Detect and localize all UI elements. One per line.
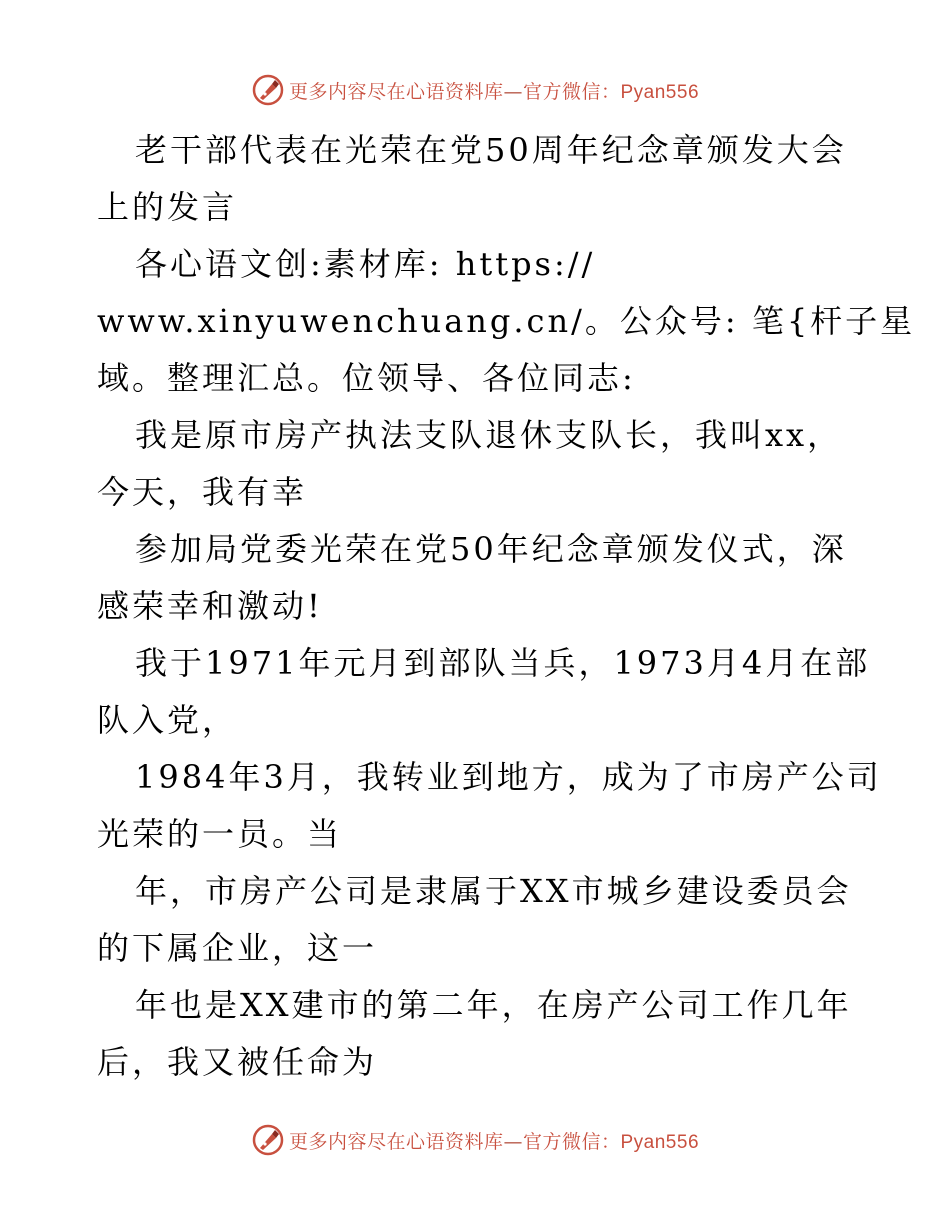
text-line: 域。整理汇总。位领导、各位同志: <box>97 359 636 397</box>
header-banner-text <box>289 77 699 104</box>
banner-separator: — <box>503 1130 523 1153</box>
banner-promo-text: 更多内容尽在心语资料库 <box>288 1130 504 1153</box>
paragraph <box>97 236 916 407</box>
document-title <box>97 122 857 236</box>
footer-banner-text <box>289 1127 699 1154</box>
paragraph <box>97 749 882 863</box>
banner-wechat-label: 官方微信： <box>522 1130 621 1153</box>
paragraph <box>97 863 857 977</box>
paragraph <box>97 635 871 749</box>
header-banner <box>0 70 950 110</box>
banner-wechat-id: Pyan556 <box>620 1131 700 1153</box>
paragraph <box>97 977 857 1091</box>
text-line: 1984年3月，我转业到地方，成为了市房产公司 <box>135 758 882 796</box>
text-line: 队入党， <box>97 701 238 739</box>
text-line: 光荣的一员。当 <box>97 815 343 853</box>
pen-nib-logo-icon <box>251 1123 285 1157</box>
paragraph <box>97 521 857 635</box>
text-line: 各心语文创:素材库: https:// <box>135 245 596 283</box>
text-line: 年也是XX建市的第二年，在房产公司工作几年 <box>135 986 852 1024</box>
pen-nib-logo-icon <box>251 73 285 107</box>
text-line: 今天，我有幸 <box>97 473 308 511</box>
text-line: 后，我又被任命为 <box>97 1043 378 1081</box>
document-body <box>97 122 916 1091</box>
text-line: 的下属企业，这一 <box>97 929 378 967</box>
footer-banner <box>0 1120 950 1160</box>
text-line: 年，市房产公司是隶属于XX市城乡建设委员会 <box>135 872 852 910</box>
paragraph <box>97 407 857 521</box>
text-line: 参加局党委光荣在党50年纪念章颁发仪式，深 <box>135 530 847 568</box>
text-line: www.xinyuwenchuang.cn/。公众号: 笔{杆子星 <box>97 302 916 340</box>
text-line: 感荣幸和激动! <box>97 587 323 625</box>
banner-wechat-label: 官方微信： <box>522 80 621 103</box>
text-line: 老干部代表在光荣在党50周年纪念章颁发大会 <box>135 131 847 169</box>
text-line: 上的发言 <box>97 188 238 226</box>
banner-separator: — <box>503 80 523 103</box>
banner-wechat-id: Pyan556 <box>620 81 700 103</box>
banner-promo-text: 更多内容尽在心语资料库 <box>288 80 504 103</box>
text-line: 我是原市房产执法支队退休支队长，我叫xx， <box>135 416 843 454</box>
text-line: 我于1971年元月到部队当兵，1973月4月在部 <box>135 644 871 682</box>
